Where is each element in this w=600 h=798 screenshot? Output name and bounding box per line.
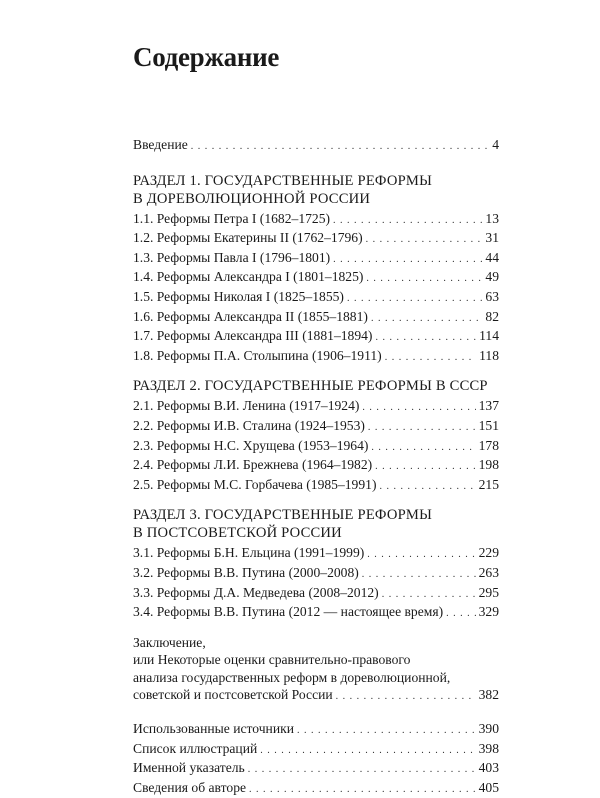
toc-entry[interactable] <box>133 437 499 457</box>
dot-leader <box>371 310 482 328</box>
conclusion-line: анализа государственных реформ в дореволюционной, <box>133 669 451 685</box>
toc-entry-page: 4 <box>492 137 499 152</box>
section-heading-line: В ПОСТСОВЕТСКОЙ РОССИИ <box>133 525 342 542</box>
toc-entry-label: 1.6. Реформы Александра II (1855–1881) <box>133 308 368 324</box>
dot-leader <box>446 605 475 623</box>
section-heading <box>133 377 499 395</box>
section-heading <box>133 172 499 208</box>
toc-entry[interactable] <box>133 779 499 798</box>
conclusion-line: Заключение, <box>133 634 206 650</box>
toc-entry-page: 151 <box>478 417 499 433</box>
toc-entry-label: 3.1. Реформы Б.Н. Ельцина (1991–1999) <box>133 545 365 561</box>
toc-entry-label: 2.3. Реформы Н.С. Хрущева (1953–1964) <box>133 437 369 453</box>
dot-leader <box>336 688 476 706</box>
toc-entry-label: 1.7. Реформы Александра III (1881–1894) <box>133 328 373 344</box>
dot-leader <box>260 742 475 760</box>
dot-leader <box>368 419 476 437</box>
toc-entry-label: 3.4. Реформы В.В. Путина (2012 — настоящее время) <box>133 604 444 620</box>
toc-section-1 <box>133 172 499 367</box>
section-heading-line: РАЗДЕЛ 2. ГОСУДАРСТВЕННЫЕ РЕФОРМЫ В СССР <box>133 378 488 395</box>
section-heading-line: РАЗДЕЛ 1. ГОСУДАРСТВЕННЫЕ РЕФОРМЫ <box>133 172 433 189</box>
toc-entry-page: 263 <box>478 564 499 580</box>
conclusion-line: или Некоторые оценки сравнительно-правового <box>133 652 411 668</box>
toc-entry-page: 398 <box>478 740 499 756</box>
toc-entry[interactable] <box>133 327 499 347</box>
section-heading-line: В ДОРЕВОЛЮЦИОННОЙ РОССИИ <box>133 190 371 207</box>
toc-entry[interactable] <box>133 603 499 623</box>
toc-entry[interactable] <box>133 268 499 288</box>
toc-entry[interactable] <box>133 308 499 328</box>
toc-entry-page: 63 <box>485 288 499 304</box>
dot-leader <box>366 231 483 249</box>
page-title: Содержание <box>133 42 280 72</box>
toc-entry-label: Сведения об авторе <box>133 779 247 795</box>
toc-entry-page: 137 <box>478 398 499 414</box>
toc-entry[interactable] <box>133 456 499 476</box>
section-heading-line: РАЗДЕЛ 3. ГОСУДАРСТВЕННЫЕ РЕФОРМЫ <box>133 507 433 524</box>
dot-leader <box>362 399 475 417</box>
toc-entry-label: 3.2. Реформы В.В. Путина (2000–2008) <box>133 564 359 580</box>
toc-entry[interactable] <box>133 288 499 308</box>
toc-entry-page: 403 <box>478 760 499 776</box>
toc-entry[interactable] <box>133 544 499 564</box>
toc-entry[interactable] <box>133 759 499 779</box>
toc-entry[interactable] <box>133 347 499 367</box>
section-heading <box>133 506 499 542</box>
dot-leader <box>385 349 476 367</box>
toc-entry-page: 405 <box>478 779 499 795</box>
toc-entry[interactable] <box>133 210 499 230</box>
dot-leader <box>333 212 482 230</box>
toc-entry-label: 1.8. Реформы П.А. Столыпина (1906–1911) <box>133 347 382 363</box>
toc-entry-page: 178 <box>478 437 499 453</box>
table-of-contents <box>133 136 499 798</box>
toc-entry-page: 44 <box>485 249 499 265</box>
toc-entry[interactable] <box>133 397 499 417</box>
toc-entry-page: 82 <box>485 308 499 324</box>
toc-entry-label: Именной указатель <box>133 760 245 776</box>
dot-leader <box>366 270 482 288</box>
toc-entry-label: 1.5. Реформы Николая I (1825–1855) <box>133 288 344 304</box>
dot-leader <box>375 458 475 476</box>
dot-leader <box>379 478 475 496</box>
toc-end-matter <box>133 720 499 798</box>
dot-leader <box>371 439 475 457</box>
toc-entry-label: 2.1. Реформы В.И. Ленина (1917–1924) <box>133 398 360 414</box>
toc-entry-label: 1.3. Реформы Павла I (1796–1801) <box>133 249 331 265</box>
toc-entry[interactable] <box>133 720 499 740</box>
toc-entry[interactable] <box>133 740 499 760</box>
toc-entry-page: 114 <box>479 328 499 344</box>
toc-entry-page: 118 <box>479 347 499 363</box>
toc-section-2 <box>133 377 499 495</box>
toc-entry[interactable] <box>133 249 499 269</box>
toc-entry-label: Список иллюстраций <box>133 740 258 756</box>
dot-leader <box>297 722 476 740</box>
toc-entry-intro[interactable] <box>133 136 499 156</box>
toc-entry-label: 3.3. Реформы Д.А. Медведева (2008–2012) <box>133 584 379 600</box>
dot-leader <box>367 546 475 564</box>
toc-entry-conclusion[interactable] <box>133 634 499 706</box>
dot-leader <box>191 138 489 156</box>
toc-entry-page: 382 <box>478 687 499 703</box>
toc-entry-label: Введение <box>133 137 188 152</box>
dot-leader <box>249 781 476 798</box>
toc-entry[interactable] <box>133 584 499 604</box>
toc-entry-page: 390 <box>478 721 499 737</box>
toc-entry[interactable] <box>133 564 499 584</box>
dot-leader <box>375 329 476 347</box>
conclusion-last-line <box>133 686 499 706</box>
toc-entry-page: 329 <box>478 604 499 620</box>
dot-leader <box>248 761 476 779</box>
toc-entry[interactable] <box>133 417 499 437</box>
toc-entry-page: 229 <box>478 545 499 561</box>
toc-entry-page: 295 <box>478 584 499 600</box>
toc-entry-label: 2.5. Реформы М.С. Горбачева (1985–1991) <box>133 476 377 492</box>
dot-leader <box>347 290 482 308</box>
toc-entry-label: Использованные источники <box>133 721 294 737</box>
toc-entry-label: 1.1. Реформы Петра I (1682–1725) <box>133 210 331 226</box>
dot-leader <box>362 566 476 584</box>
toc-entry-label: 1.2. Реформы Екатерины II (1762–1796) <box>133 230 363 246</box>
toc-entry-page: 31 <box>485 230 499 246</box>
toc-section-3 <box>133 506 499 622</box>
toc-entry-page: 215 <box>478 476 499 492</box>
toc-entry-page: 49 <box>485 269 499 285</box>
toc-entry[interactable] <box>133 476 499 496</box>
toc-entry-label: советской и постсоветской России <box>133 687 333 703</box>
toc-entry-page: 13 <box>485 210 499 226</box>
toc-entry-page: 198 <box>478 457 499 473</box>
toc-entry-label: 2.4. Реформы Л.И. Брежнева (1964–1982) <box>133 457 373 473</box>
toc-entry-label: 1.4. Реформы Александра I (1801–1825) <box>133 269 364 285</box>
dot-leader <box>382 586 476 604</box>
toc-entry[interactable] <box>133 229 499 249</box>
dot-leader <box>333 251 482 269</box>
toc-entry-label: 2.2. Реформы И.В. Сталина (1924–1953) <box>133 417 365 433</box>
